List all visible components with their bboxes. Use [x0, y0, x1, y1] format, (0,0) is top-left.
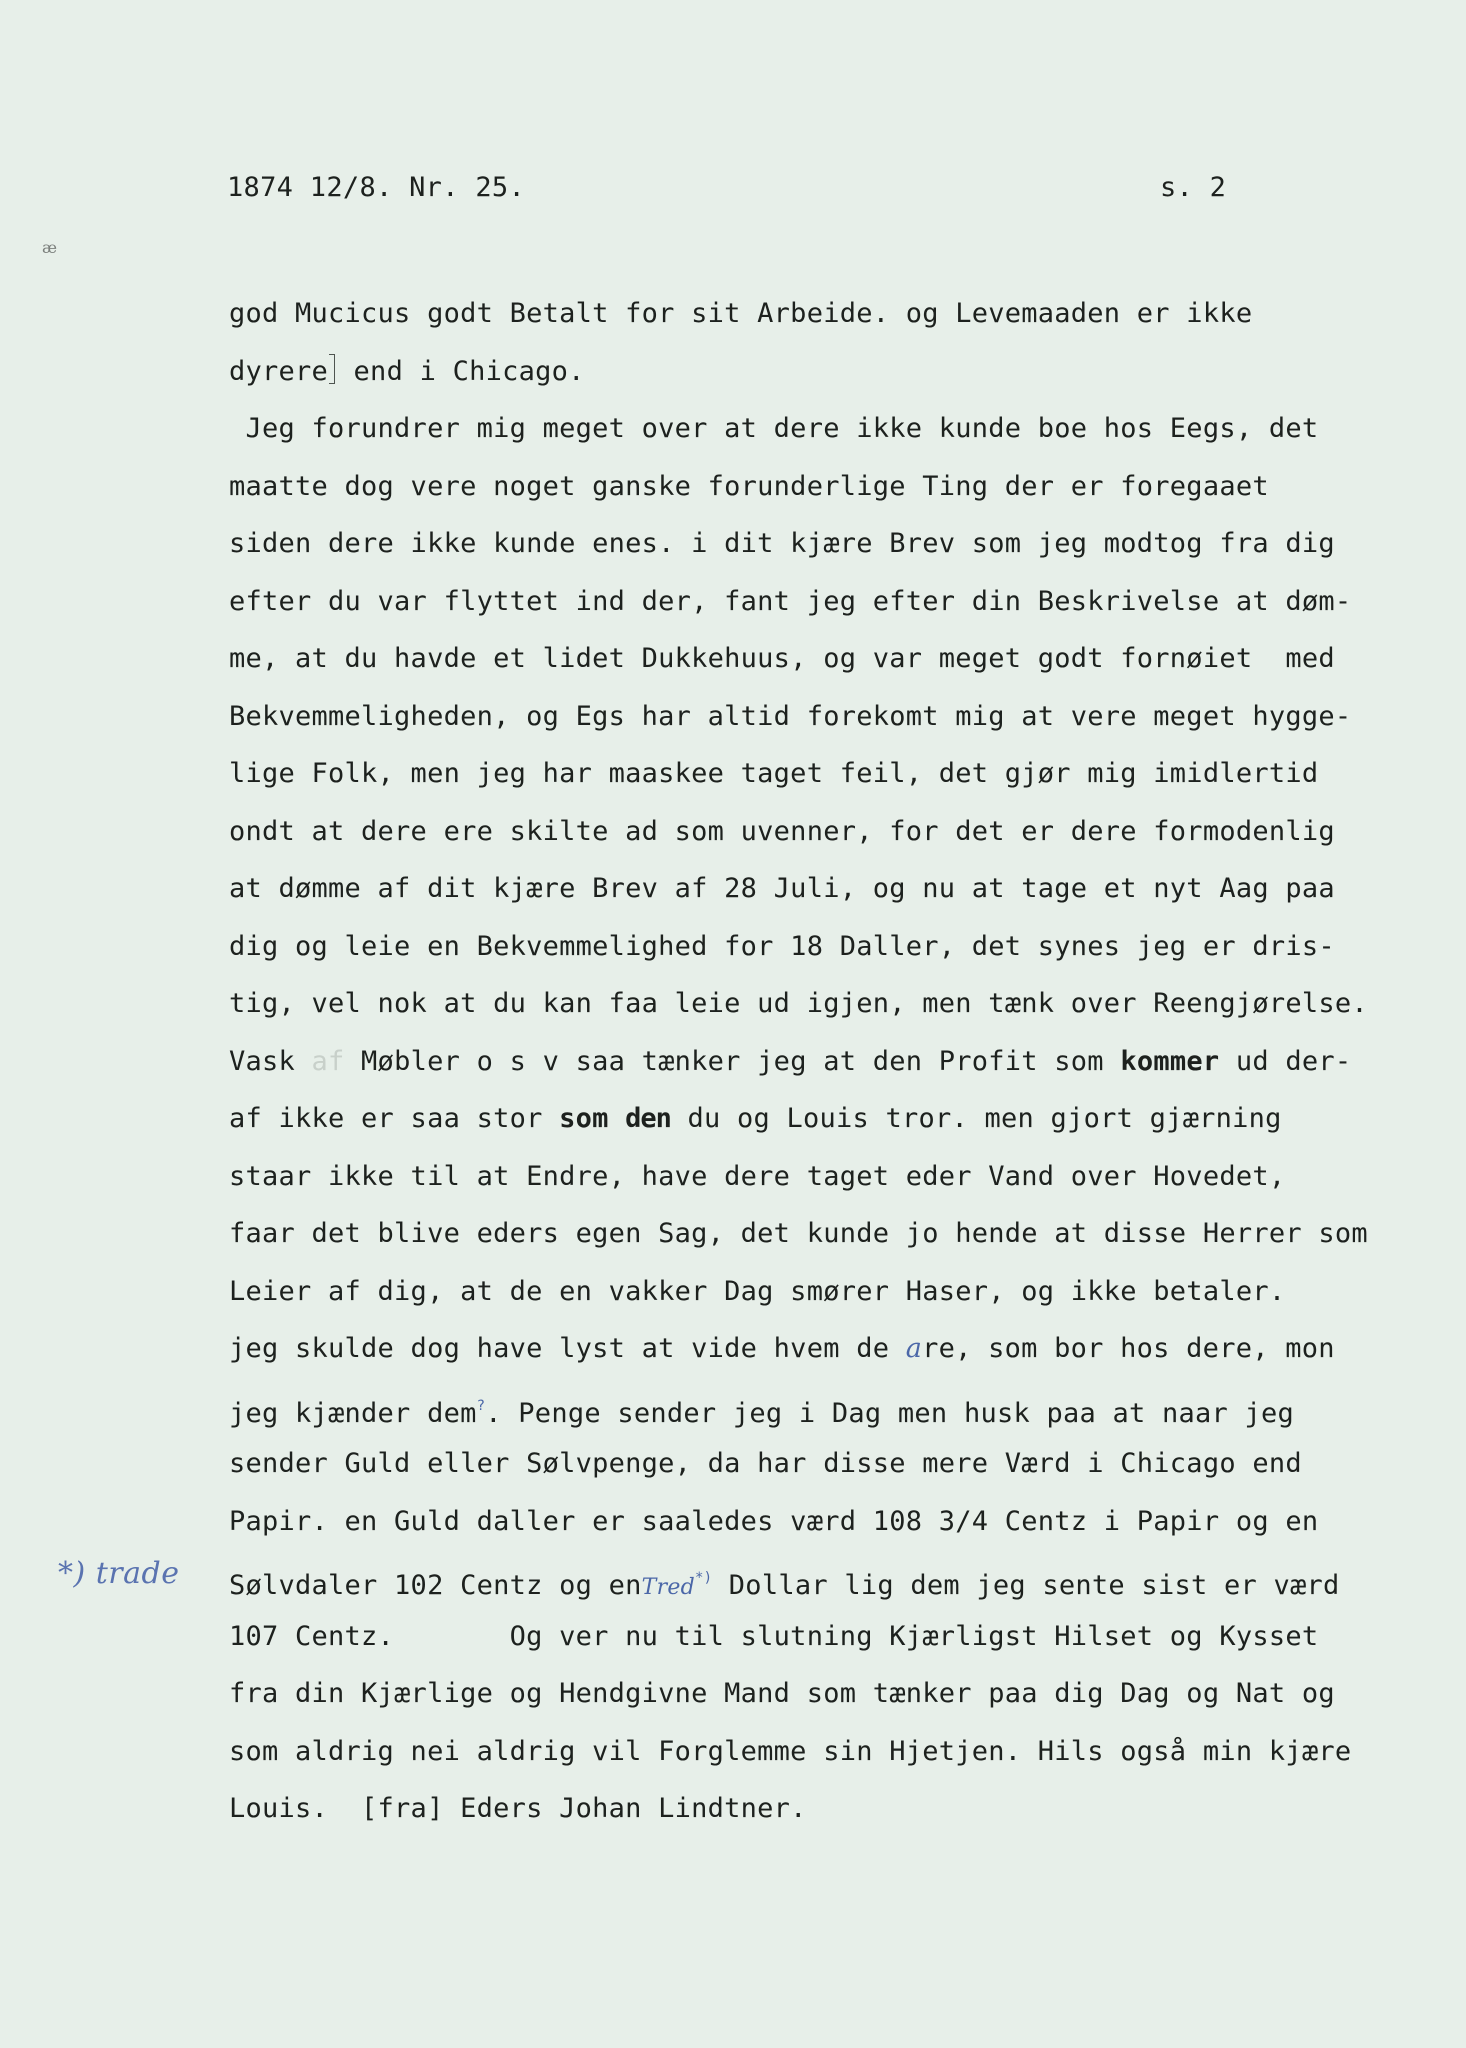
text-line-3: Jeg forundrer mig meget over at dere ikke kunde boe hos Eegs, det: [229, 413, 1319, 444]
text-line-2: dyrere end i Chicago.: [229, 355, 585, 387]
text-line-6: efter du var flyttet ind der, fant jeg efter din Beskrivelse at døm-: [229, 585, 1352, 617]
editorial-bracket-mark: [329, 354, 335, 384]
text-line-15: af ikke er saa stor som den du og Louis tror. men gjort gjærning: [229, 1103, 1282, 1134]
text-line-8: Bekvemmeligheden, og Egs har altid forekomt mig at vere meget hygge-: [229, 700, 1352, 732]
handwritten-question-mark: ?: [476, 1397, 486, 1414]
faint-text: af: [311, 1045, 345, 1077]
handwritten-insertion: Tred: [641, 1575, 695, 1600]
text-line-7: me, at du havde et lidet Dukkehuus, og var meget godt fornøiet med: [229, 643, 1335, 674]
footnote-mark: *): [694, 1570, 713, 1586]
text-line-16: staar ikke til at Endre, have dere taget eder Vand over Hovedet,: [229, 1160, 1286, 1192]
overtyped-word: kommer: [1120, 1045, 1220, 1077]
struck-out-word: den: [625, 1103, 671, 1134]
text-line-22: Papir. en Guld daller er saaledes værd 108 3/4 Centz i Papir og en: [229, 1505, 1319, 1537]
text-line-1: god Mucicus godt Betalt for sit Arbeide. og Levemaaden er ikke: [229, 298, 1253, 329]
margin-note-trade: *) trade: [58, 1556, 180, 1591]
text-line-20: jeg kjænder dem?. Penge sender jeg i Dag men husk paa at naar jeg: [229, 1397, 1295, 1429]
text-line-26: som aldrig nei aldrig vil Forglemme sin Hjetjen. Hils også min kjære: [229, 1735, 1352, 1767]
text-line-21: sender Guld eller Sølvpenge, da har disse mere Værd i Chicago end: [229, 1448, 1302, 1479]
handwritten-correction: a: [905, 1333, 923, 1364]
text-line-14: Vask af Møbler o s v saa tænker jeg at den Profit som kommer ud der-: [229, 1045, 1352, 1077]
text-line-9: lige Folk, men jeg har maaskee taget feil, det gjør mig imidlertid: [229, 758, 1319, 789]
text-line-18: Leier af dig, at de en vakker Dag smører Haser, og ikke betaler.: [229, 1275, 1286, 1307]
letter-date-number: 1874 12/8. Nr. 25.: [227, 172, 525, 203]
overtyped-word: som: [559, 1103, 609, 1134]
text-line-24: 107 Centz. Og ver nu til slutning Kjærligst Hilset og Kysset: [229, 1620, 1319, 1652]
text-line-23: Sølvdaler 102 Centz og enTred*) Dollar lig dem jeg sente sist er værd: [229, 1570, 1340, 1601]
letter-body: [229, 285, 1429, 1838]
text-line-5: siden dere ikke kunde enes. i dit kjære Brev som jeg modtog fra dig: [229, 528, 1335, 559]
corner-mark: æ: [42, 238, 58, 257]
page-number: s. 2: [1160, 172, 1227, 203]
text-line-13: tig, vel nok at du kan faa leie ud igjen, men tænk over Reengjørelse.: [229, 988, 1368, 1019]
text-line-10: ondt at dere ere skilte ad som uvenner, for det er dere formodenlig: [229, 815, 1335, 847]
text-line-19: jeg skulde dog have lyst at vide hvem de are, som bor hos dere, mon: [229, 1333, 1335, 1364]
text-line-4: maatte dog vere noget ganske forunderlige Ting der er foregaaet: [229, 470, 1269, 502]
text-line-25: fra din Kjærlige og Hendgivne Mand som tænker paa dig Dag og Nat og: [229, 1678, 1335, 1709]
text-line-11: at dømme af dit kjære Brev af 28 Juli, og nu at tage et nyt Aag paa: [229, 873, 1335, 904]
text-line-12: dig og leie en Bekvemmelighed for 18 Daller, det synes jeg er dris-: [229, 930, 1335, 962]
text-line-27: Louis. [fra] Eders Johan Lindtner.: [229, 1793, 807, 1824]
text-line-17: faar det blive eders egen Sag, det kunde jo hende at disse Herrer som: [229, 1218, 1368, 1249]
